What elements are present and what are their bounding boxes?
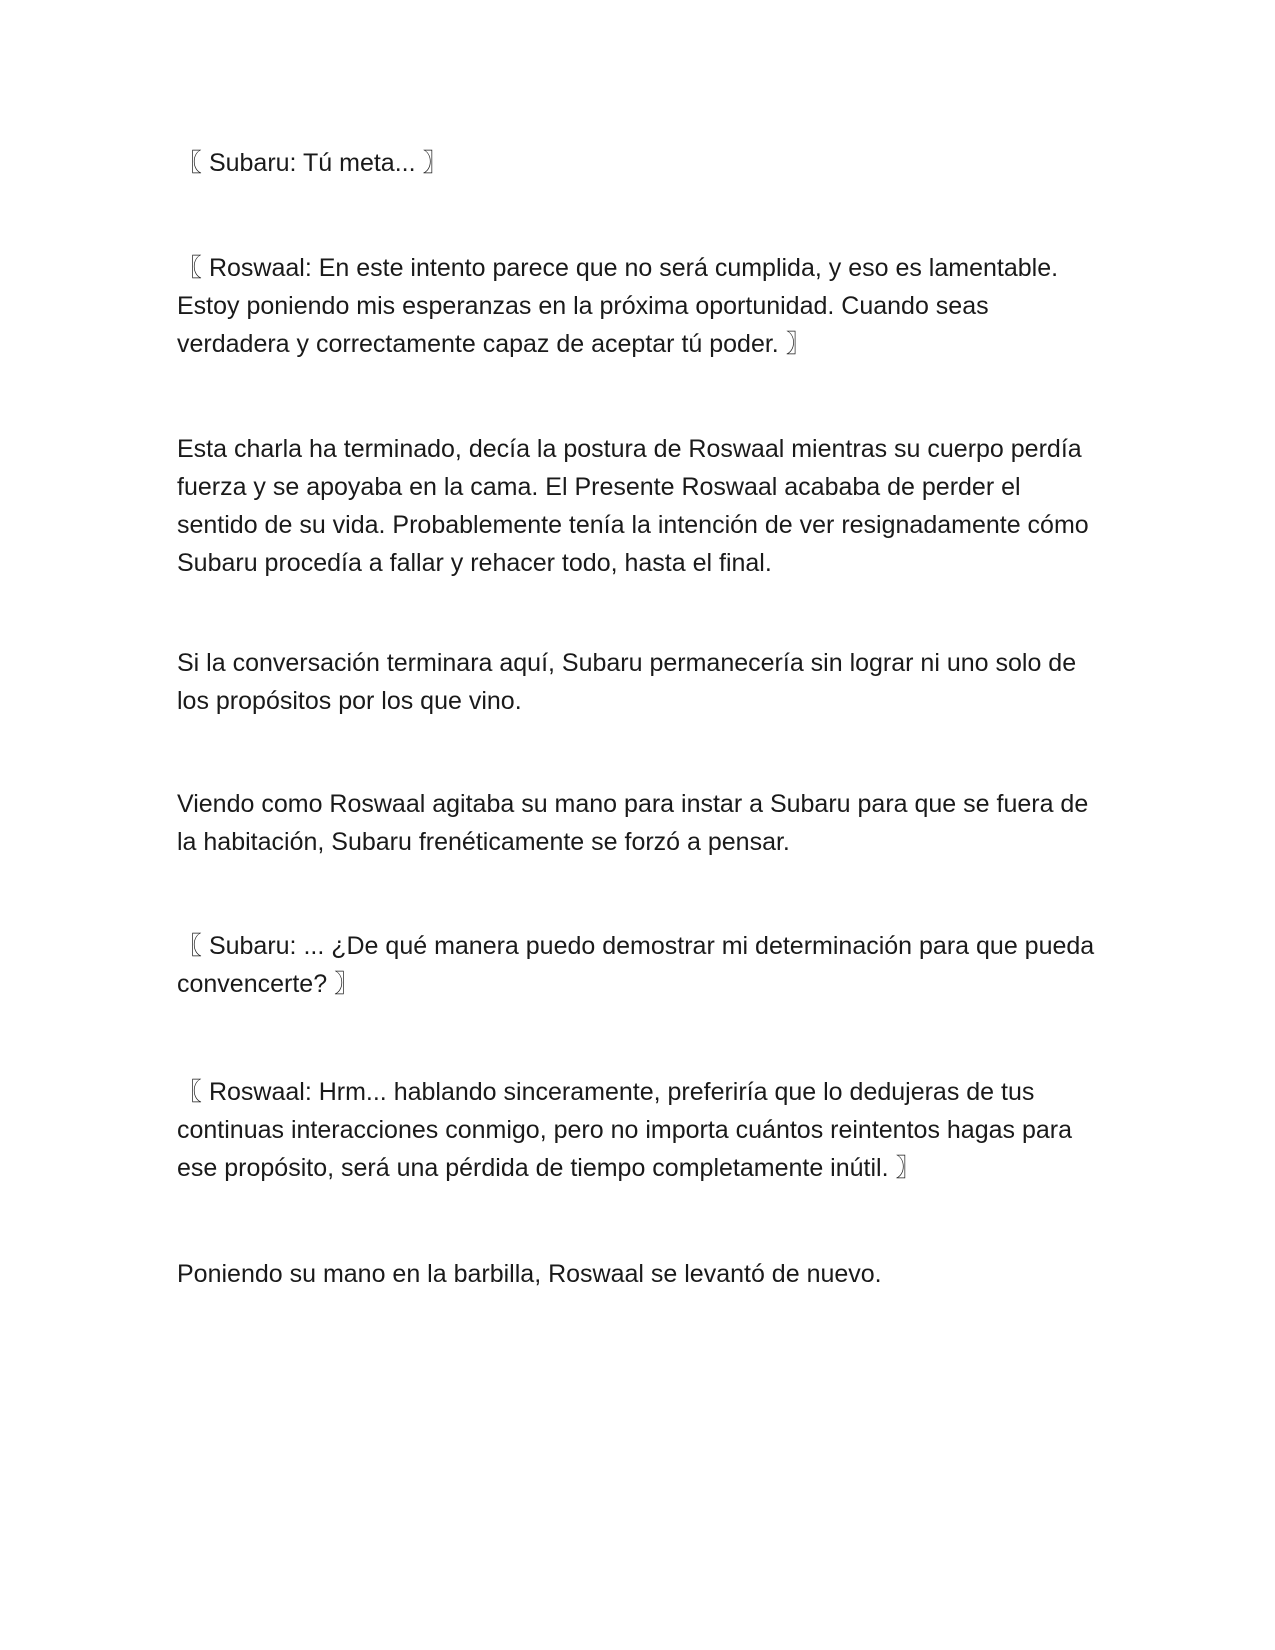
narration-paragraph-3: Viendo como Roswaal agitaba su mano para instar a Subaru para que se fuera de la habitación, Subaru frenéticamente se forzó a pensar. bbox=[177, 790, 1089, 856]
dialogue-subaru-1: 〖 Subaru: Tú meta... 〗 bbox=[177, 149, 448, 177]
dialogue-roswaal-2: 〖 Roswaal: Hrm... hablando sinceramente, preferiría que lo dedujeras de tus continuas interacciones conmigo, pero no importa cuántos reintentos hagas para ese propósito, será una pérdida de tiempo completamente inútil. 〗 bbox=[177, 1078, 1072, 1182]
dialogue-subaru-2: 〖 Subaru: ... ¿De qué manera puedo demostrar mi determinación para que pueda convencerte? 〗 bbox=[177, 932, 1095, 998]
dialogue-roswaal-1: 〖 Roswaal: En este intento parece que no será cumplida, y eso es lamentable. Estoy poniendo mis esperanzas en la próxima oportunidad. Cuando seas verdadera y correctamente capaz de aceptar tú poder. 〗 bbox=[177, 254, 1059, 358]
narration-paragraph-2: Si la conversación terminara aquí, Subaru permanecería sin lograr ni uno solo de los propósitos por los que vino. bbox=[177, 649, 1077, 715]
narration-paragraph-1: Esta charla ha terminado, decía la postura de Roswaal mientras su cuerpo perdía fuerza y se apoyaba en la cama. El Presente Roswaal acababa de perder el sentido de su vida. Probablemente tenía la intención de ver resignadamente cómo Subaru procedía a fallar y rehacer todo, hasta el final. bbox=[177, 435, 1089, 577]
narration-paragraph-4: Poniendo su mano en la barbilla, Roswaal se levantó de nuevo. bbox=[177, 1260, 882, 1288]
